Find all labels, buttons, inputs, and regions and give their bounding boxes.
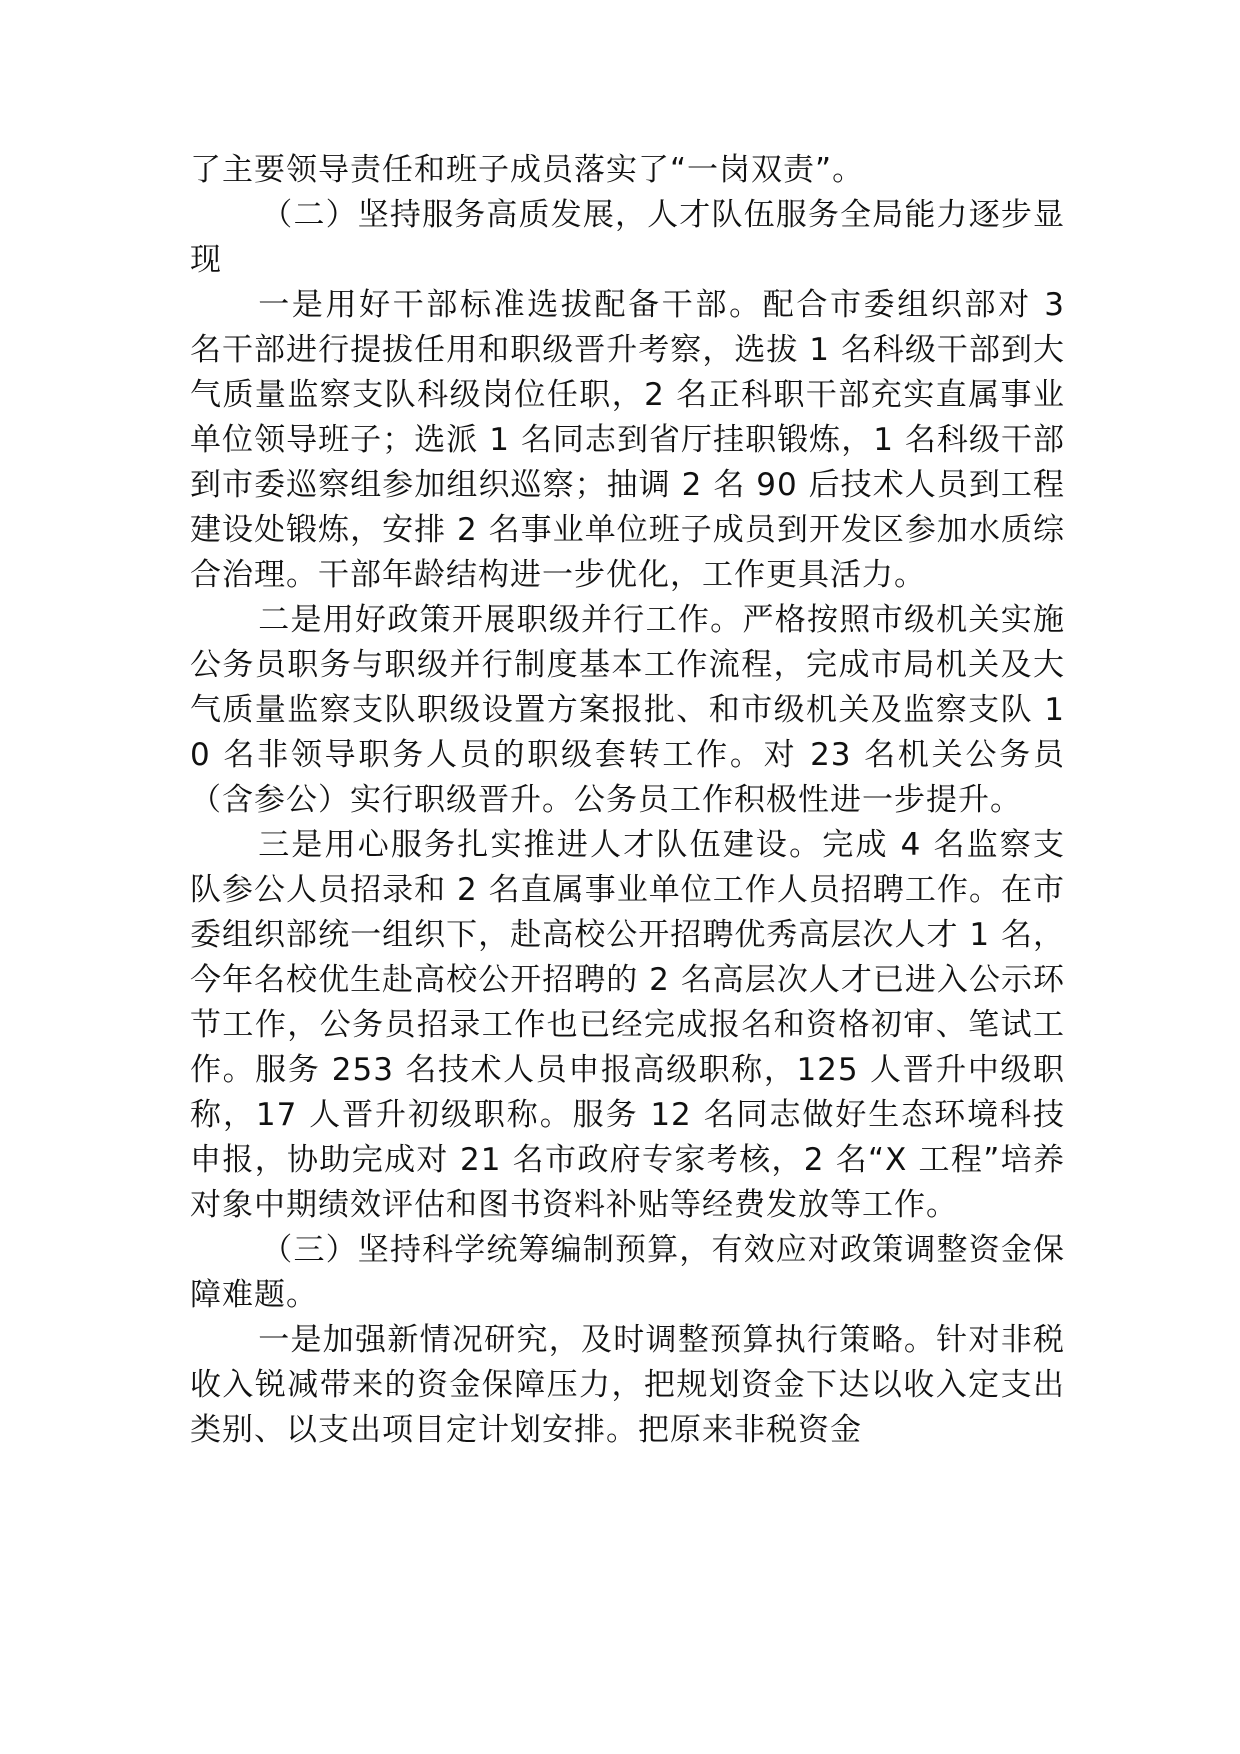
paragraph-cadre-selection: 一是用好干部标准选拔配备干部。配合市委组织部对 3 名干部进行提拔任用和职级晋升考察，选拔 1 名科级干部到大气质量监察支队科级岗位任职，2 名正科职干部充实直属事业单位领导班子；选派 1 名同志到省厅挂职锻炼，1 名科级干部到市委巡察组参加组织巡察；抽调 2 名 90 后技术人员到工程建设处锻炼，安排 2 名事业单位班子成员到开发区参加水质综合治理。干部年龄结构进一步优化，工作更具活力。 — [190, 287, 1065, 593]
section-heading-2: （二）坚持服务高质发展，人才队伍服务全局能力逐步显现 — [190, 197, 1065, 278]
document-page — [190, 148, 1065, 1453]
section-heading-3: （三）坚持科学统筹编制预算，有效应对政策调整资金保障难题。 — [190, 1232, 1065, 1313]
paragraph-talent-building: 三是用心服务扎实推进人才队伍建设。完成 4 名监察支队参公人员招录和 2 名直属事业单位工作人员招聘工作。在市委组织部统一组织下，赴高校公开招聘优秀高层次人才 1 名，今年名校优生赴高校公开招聘的 2 名高层次人才已进入公示环节工作，公务员招录工作也已经完成报名和资格初审、笔试工作。服务 253 名技术人员申报高级职称，125 人晋升中级职称，17 人晋升初级职称。服务 12 名同志做好生态环境科技申报，协助完成对 21 名市政府专家考核，2 名“X 工程”培养对象中期绩效评估和图书资料补贴等经费发放等工作。 — [190, 827, 1065, 1223]
paragraph-rank-parallel: 二是用好政策开展职级并行工作。严格按照市级机关实施公务员职务与职级并行制度基本工作流程，完成市局机关及大气质量监察支队职级设置方案报批、和市级机关及监察支队 10 名非领导职务人员的职级套转工作。对 23 名机关公务员（含参公）实行职级晋升。公务员工作积极性进一步提升。 — [190, 602, 1065, 818]
paragraph-budget-strategy: 一是加强新情况研究，及时调整预算执行策略。针对非税收入锐减带来的资金保障压力，把规划资金下达以收入定支出类别、以支出项目定计划安排。把原来非税资金 — [190, 1322, 1065, 1448]
paragraph-continuation: 了主要领导责任和班子成员落实了“一岗双责”。 — [190, 152, 865, 188]
